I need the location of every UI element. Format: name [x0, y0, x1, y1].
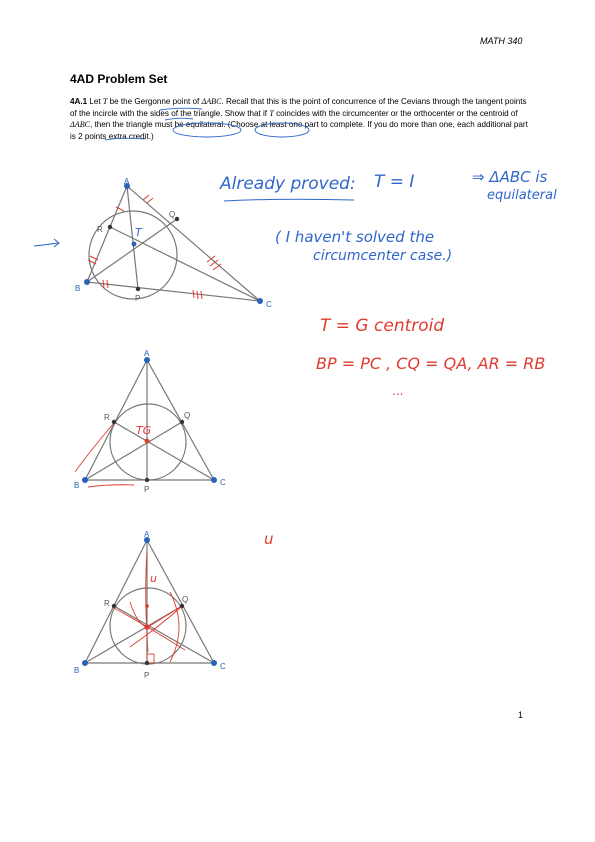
- point-R-3: [112, 604, 116, 608]
- label-R-3: R: [104, 599, 110, 608]
- figure-3: [70, 532, 250, 682]
- red-construction-3: [114, 552, 185, 663]
- label-A-3: A: [144, 530, 150, 539]
- course-header: MATH 340: [480, 36, 523, 46]
- math-T-2: T: [269, 108, 274, 118]
- label-Q-3: Q: [182, 595, 189, 604]
- centroid-point-2: [145, 439, 150, 444]
- page-number: 1: [518, 710, 524, 720]
- label-C-2: C: [220, 478, 226, 487]
- figure-2: [70, 346, 250, 496]
- ink-u-3: u: [150, 572, 157, 585]
- ink-T-1: T: [135, 226, 142, 239]
- label-A-2: A: [144, 349, 150, 358]
- label-P-3: P: [144, 671, 150, 680]
- tick-marks-1: [88, 195, 221, 299]
- point-P-1: [136, 287, 140, 291]
- ink-not-solved-1: ( I haven't solved the: [275, 228, 435, 246]
- point-Q-2: [180, 420, 184, 424]
- label-Q-1: Q: [169, 210, 176, 219]
- red-point-3: [145, 604, 149, 608]
- ink-t-eq-i: T = I: [374, 172, 415, 192]
- math-triangle-1: ΔABC: [201, 97, 222, 106]
- vertex-B-3: [82, 660, 88, 666]
- problem-text-5: , then the triangle must be equilateral. (Choose at least one part to complete. If you do more than one, each additional part is 2 points extra credit.): [70, 120, 528, 141]
- vertex-B-2: [82, 477, 88, 483]
- label-B-1: B: [75, 284, 81, 293]
- label-Q-2: Q: [184, 411, 191, 420]
- label-R-2: R: [104, 413, 110, 422]
- ink-underline: [222, 196, 362, 206]
- point-P-2: [145, 478, 149, 482]
- ink-dots: ...: [392, 384, 404, 398]
- problem-text-1: Let: [89, 97, 103, 106]
- point-Q-1: [175, 217, 179, 221]
- label-C-3: C: [220, 662, 226, 671]
- gergonne-point-1: [132, 242, 137, 247]
- math-T-1: T: [102, 97, 108, 106]
- problem-number: 4A.1: [70, 97, 88, 106]
- label-P-2: P: [144, 485, 150, 494]
- point-P-3: [145, 661, 149, 665]
- math-triangle-2: ΔABC: [70, 120, 91, 130]
- page-title: 4AD Problem Set: [70, 72, 168, 86]
- vertex-C-1: [257, 298, 263, 304]
- vertex-B-1: [84, 279, 90, 285]
- point-R-2: [112, 420, 116, 424]
- label-R-1: R: [97, 225, 103, 234]
- ink-not-solved-2: circumcenter case.): [313, 248, 453, 264]
- point-R-1: [108, 225, 112, 229]
- ink-already-proved: Already proved:: [220, 174, 356, 194]
- vertex-C-3: [211, 660, 217, 666]
- center-point-3: [144, 624, 149, 629]
- label-C-1: C: [266, 300, 272, 309]
- label-B-2: B: [74, 481, 80, 490]
- problem-text-4: coincides with the circumcenter or the orthocenter or the centroid of: [273, 108, 518, 118]
- ink-implies: ⇒ ΔABC is: [472, 168, 548, 186]
- ink-equalities: BP = PC , CQ = QA, AR = RB: [316, 354, 546, 373]
- problem-text-2: be the Gergonne point of: [107, 97, 202, 106]
- problem-text-3: . Recall that this is the point of concurrence of the Cevians through the tangent points of the incircle with the sides of the triangle. Show that if: [70, 97, 527, 118]
- ink-TG-2: TG: [136, 424, 152, 437]
- vertex-C-2: [211, 477, 217, 483]
- label-A-1: A: [124, 177, 130, 186]
- label-P-1: P: [135, 294, 141, 303]
- arrow-icon: [34, 239, 59, 247]
- ink-equilateral: equilateral: [487, 188, 557, 203]
- label-B-3: B: [74, 666, 80, 675]
- point-Q-3: [180, 604, 184, 608]
- ink-side-u: u: [264, 530, 274, 548]
- ink-t-eq-g: T = G centroid: [320, 316, 445, 336]
